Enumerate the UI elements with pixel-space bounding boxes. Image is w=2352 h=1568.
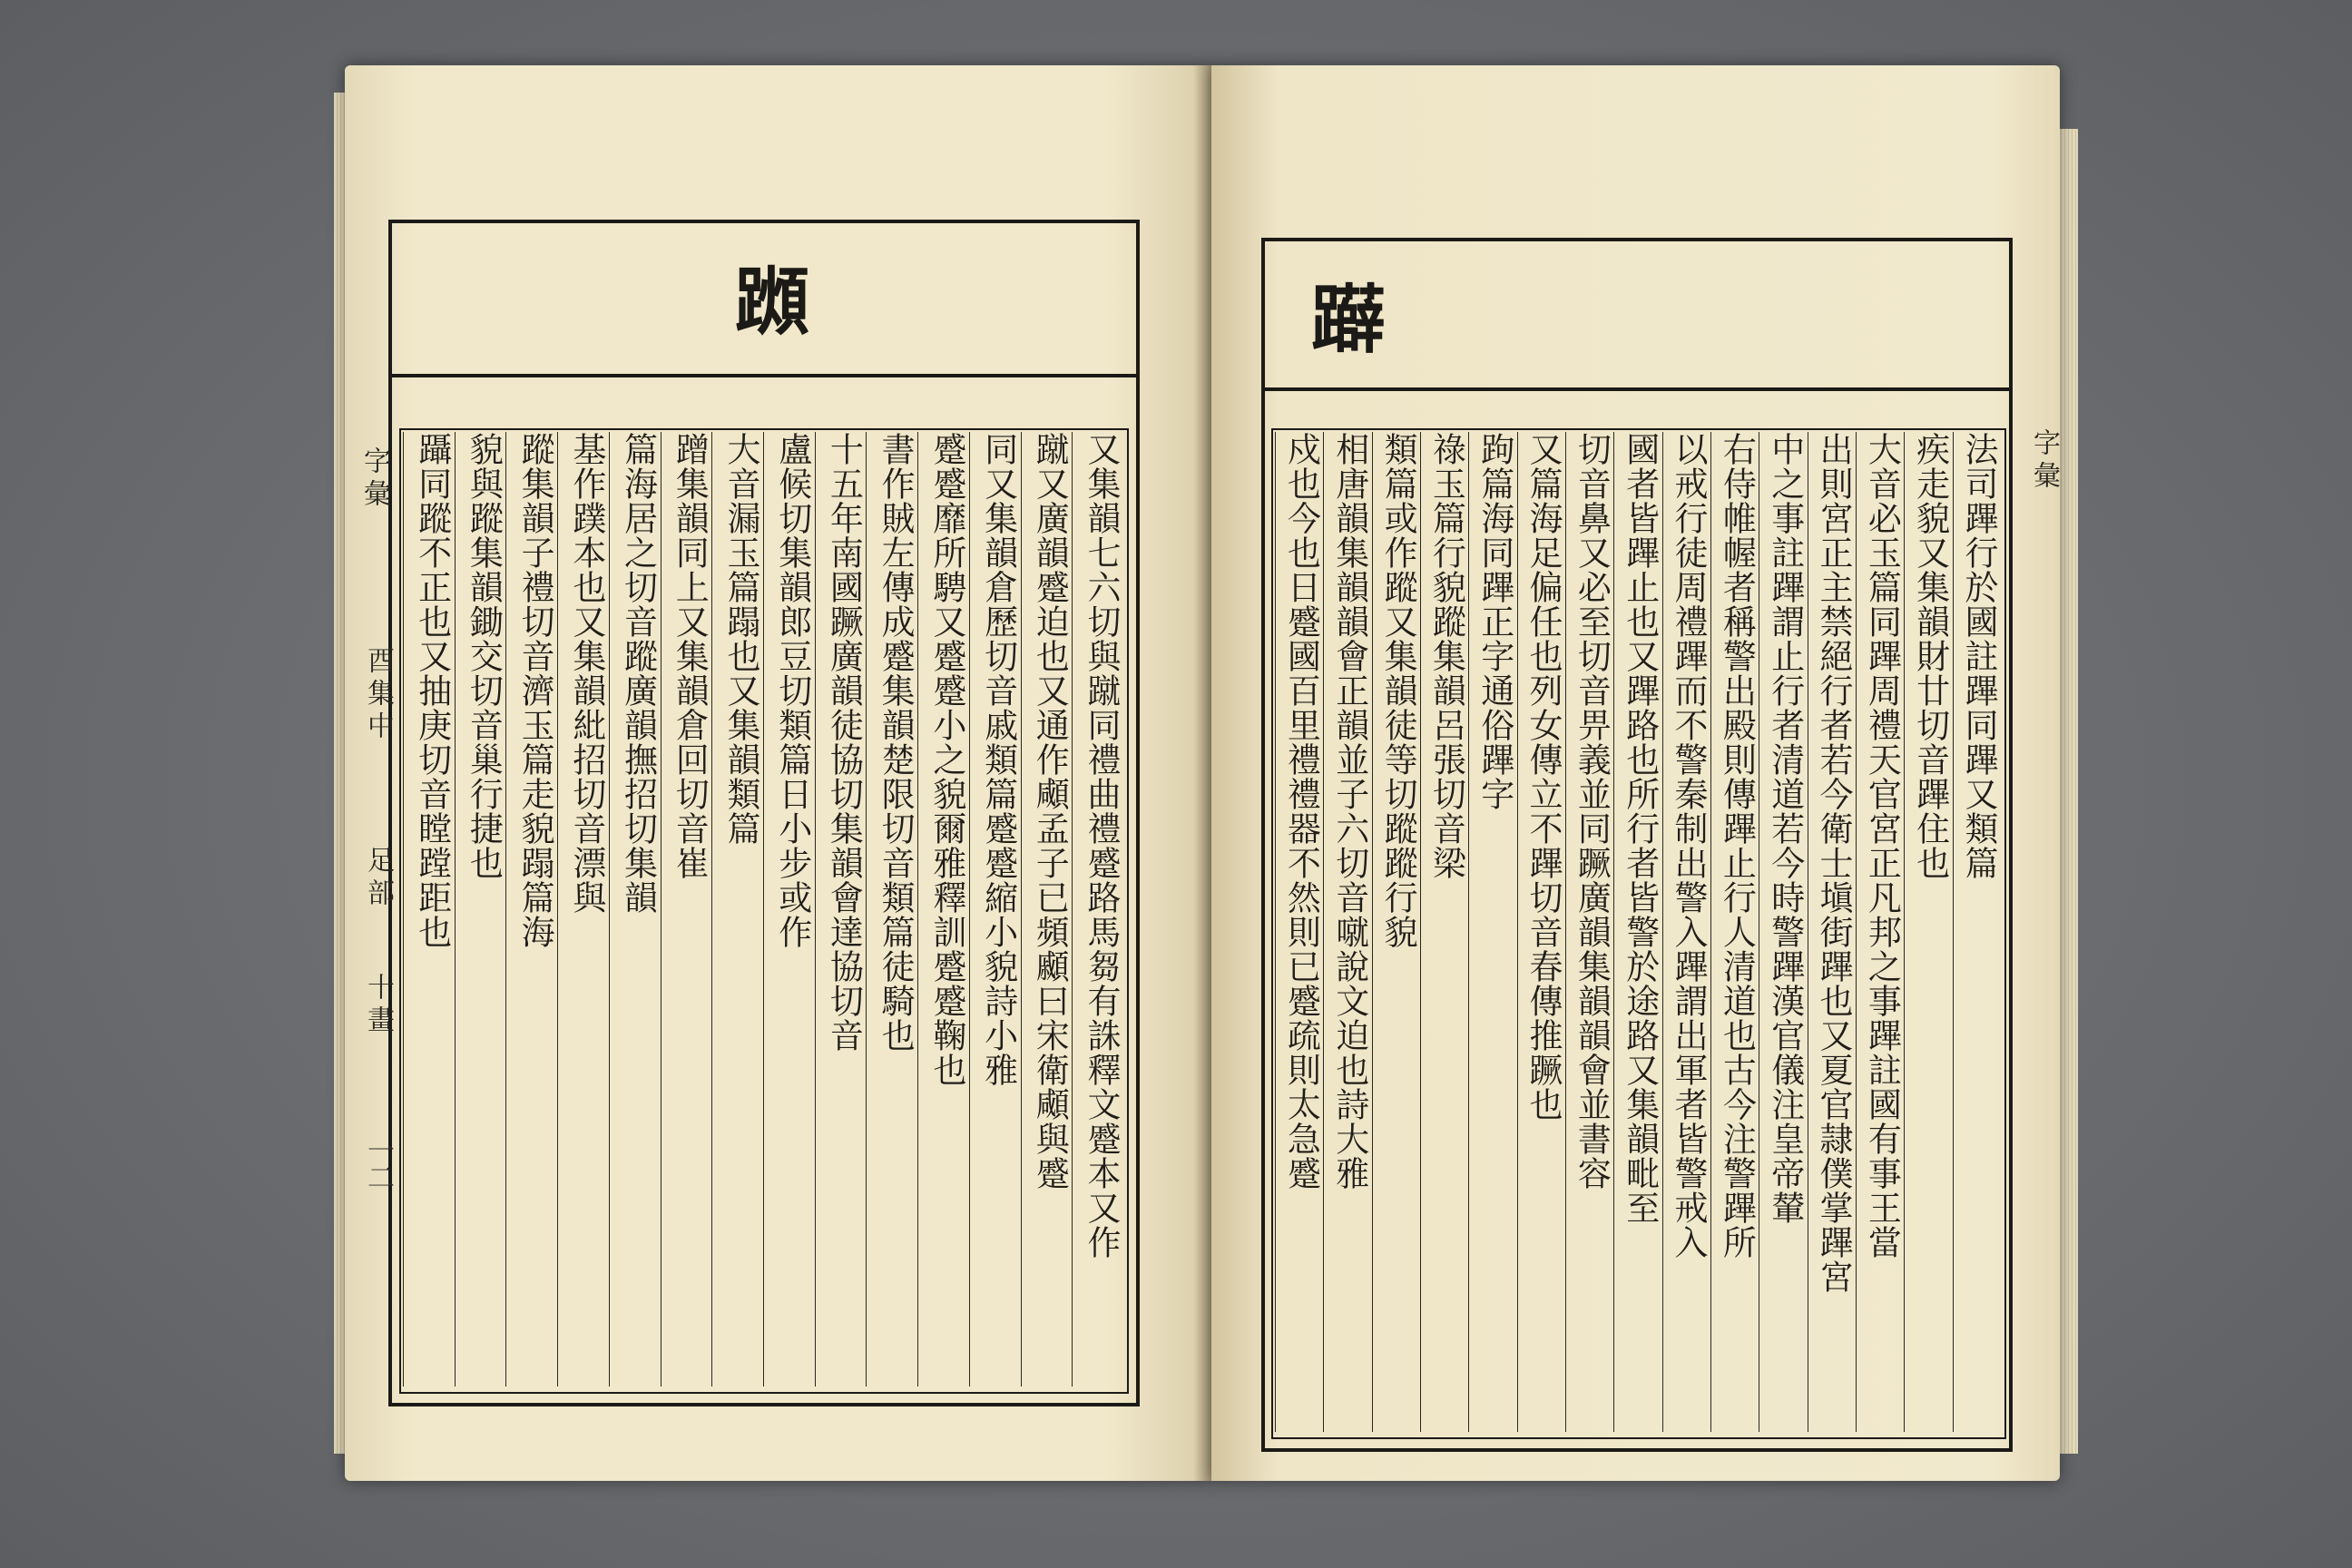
text-column: 盧候切集韻郎豆切類篇日小步或作: [763, 432, 815, 1387]
right-header-char: 𨇨: [1311, 277, 1387, 364]
left-margin-section: 酉集中: [362, 646, 394, 744]
text-column: 基作蹼本也又集韻紕招切音漂與: [557, 432, 609, 1387]
text-column: 貌與蹤集韻鋤交切音巢行捷也: [455, 432, 506, 1387]
left-page: [345, 65, 1211, 1481]
text-column: 蹴又廣韻蹙迫也又通作顑孟子已頻顣曰宋衛顑與蹙: [1021, 432, 1073, 1387]
text-column: 戍也今也日蹙國百里禮禮器不然則已蹙疏則太急蹙: [1275, 432, 1323, 1432]
text-column: 國者皆蹕止也又蹕路也所行者皆警於途路又集韻毗至: [1613, 432, 1661, 1432]
text-column: 切音鼻又必至切音畀義並同蹶廣韻集韻韻會並書容: [1565, 432, 1613, 1432]
text-column: 又篇海足偏任也列女傳立不蹕切音春傳推蹶也: [1517, 432, 1565, 1432]
text-column: 躡同蹤不正也又抽庚切音瞠蹚距也: [403, 432, 455, 1387]
right-page: [1211, 65, 2060, 1481]
text-column: 蹙蹙靡所騁又蹙蹙小之貌爾雅釋訓蹙蹙鞠也: [917, 432, 969, 1387]
text-column: 同又集韻倉歷切音戚類篇蹙蹙縮小貌詩小雅: [969, 432, 1021, 1387]
text-column: 大音漏玉篇蹋也又集韻類篇: [711, 432, 763, 1387]
left-header-char: 𨆌: [735, 259, 810, 346]
text-column: 蹭集韻同上又集韻倉回切音崔: [661, 432, 712, 1387]
left-text-columns: [403, 432, 1123, 1387]
right-margin-title: 字彙: [2028, 428, 2060, 494]
open-book: [345, 65, 2060, 1481]
left-page-number: 一二: [362, 1136, 394, 1191]
text-column: 出則宮正主禁絕行者若今衛士塡街蹕也又夏官隷僕掌蹕宮: [1808, 432, 1856, 1432]
text-column: 疾走貌又集韻財廿切音蹕住也: [1904, 432, 1952, 1432]
text-column: 中之事註蹕謂止行者清道若今時警蹕漢官儀注皇帝輦: [1759, 432, 1807, 1432]
left-margin-strokes: 十畫: [362, 973, 394, 1038]
text-column: 書作賊左傳成蹙集韻楚限切音類篇徒騎也: [866, 432, 917, 1387]
text-column: 相唐韻集韻韻會正韻並子六切音噈說文迫也詩大雅: [1323, 432, 1371, 1432]
text-column: 以戒行徒周禮蹕而不警秦制出警入蹕謂出軍者皆警戒入: [1662, 432, 1710, 1432]
left-margin-radical: 足部: [362, 846, 394, 911]
text-column: 篇海居之切音蹤廣韻撫招切集韻: [609, 432, 661, 1387]
text-column: 跔篇海同蹕正字通俗蹕字: [1468, 432, 1516, 1432]
text-column: 又集韻七六切與蹴同禮曲禮蹙路馬芻有誅釋文蹙本又作: [1072, 432, 1123, 1387]
right-text-columns: [1275, 432, 2001, 1432]
text-column: 十五年南國蹶廣韻徒協切集韻會達協切音: [815, 432, 867, 1387]
text-column: 蹤集韻子禮切音濟玉篇走貌蹋篇海: [505, 432, 557, 1387]
text-column: 大音必玉篇同蹕周禮天官宮正凡邦之事蹕註國有事王當: [1856, 432, 1904, 1432]
left-margin-title: 字彙: [358, 446, 390, 512]
text-column: 類篇或作蹤又集韻徒等切蹤蹤行貌: [1372, 432, 1420, 1432]
text-column: 祿玉篇行貌蹤集韻呂張切音梁: [1420, 432, 1468, 1432]
text-column: 右侍帷幄者稱警出殿則傳蹕止行人清道也古今注警蹕所: [1710, 432, 1759, 1432]
text-column: 法司蹕行於國註蹕同蹕又類篇: [1953, 432, 2001, 1432]
